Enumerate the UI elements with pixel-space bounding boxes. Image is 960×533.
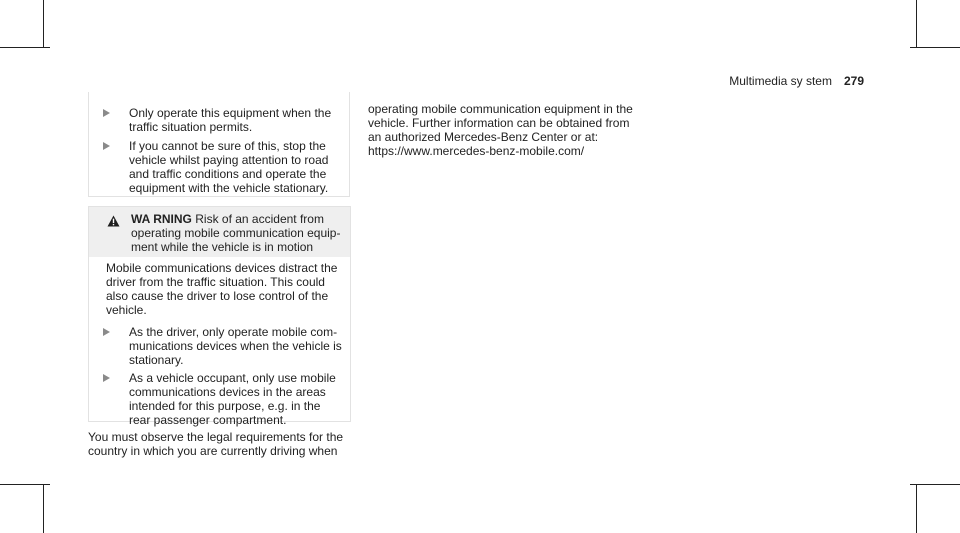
- body-paragraph-column-2: operating mobile communication equipment in the vehicle. Further information can be obtained from an authorized Mercedes-Benz Center or at: https://www.mercedes-benz-mobile.com/: [368, 102, 633, 158]
- arrow-bullet-icon: [103, 328, 110, 336]
- instruction-box: [88, 92, 350, 197]
- crop-mark: [43, 484, 44, 533]
- list-item-text: Only operate this equipment when the traffic situation permits.: [129, 106, 332, 134]
- arrow-bullet-icon: [103, 142, 110, 150]
- warning-heading-text: Risk of an accident from operating mobile communication equip- ment while the vehicle is in motion: [131, 212, 341, 254]
- crop-mark: [0, 47, 50, 48]
- warning-label: WA RNING: [131, 212, 192, 226]
- crop-mark: [916, 0, 917, 48]
- warning-triangle-icon: [107, 215, 120, 227]
- list-item-text: As a vehicle occupant, only use mobile communications devices in the areas intended for this purpose, e.g. in the rear passenger compartment.: [129, 371, 336, 427]
- crop-mark: [910, 47, 960, 48]
- warning-body-text: Mobile communications devices distract the driver from the traffic situation. This could also cause the driver to lose control of the vehicle.: [106, 261, 338, 317]
- crop-mark: [43, 0, 44, 48]
- crop-mark: [0, 484, 50, 485]
- list-item-text: If you cannot be sure of this, stop the vehicle whilst paying attention to road and traffic conditions and operate the equipment with the vehicle stationary.: [129, 139, 329, 195]
- crop-mark: [910, 484, 960, 485]
- warning-heading: [131, 212, 341, 254]
- warning-header: [89, 207, 350, 257]
- running-header: [729, 74, 864, 88]
- warning-box: [88, 206, 351, 427]
- arrow-bullet-icon: [103, 374, 110, 382]
- crop-mark: [916, 484, 917, 533]
- page-number: 279: [843, 74, 864, 88]
- body-paragraph: You must observe the legal requirements for the country in which you are currently driving when: [88, 430, 344, 458]
- section-title: Multimedia sy stem: [729, 74, 832, 88]
- list-item-text: As the driver, only operate mobile com- munications devices when the vehicle is stationary.: [129, 325, 342, 367]
- arrow-bullet-icon: [103, 109, 110, 117]
